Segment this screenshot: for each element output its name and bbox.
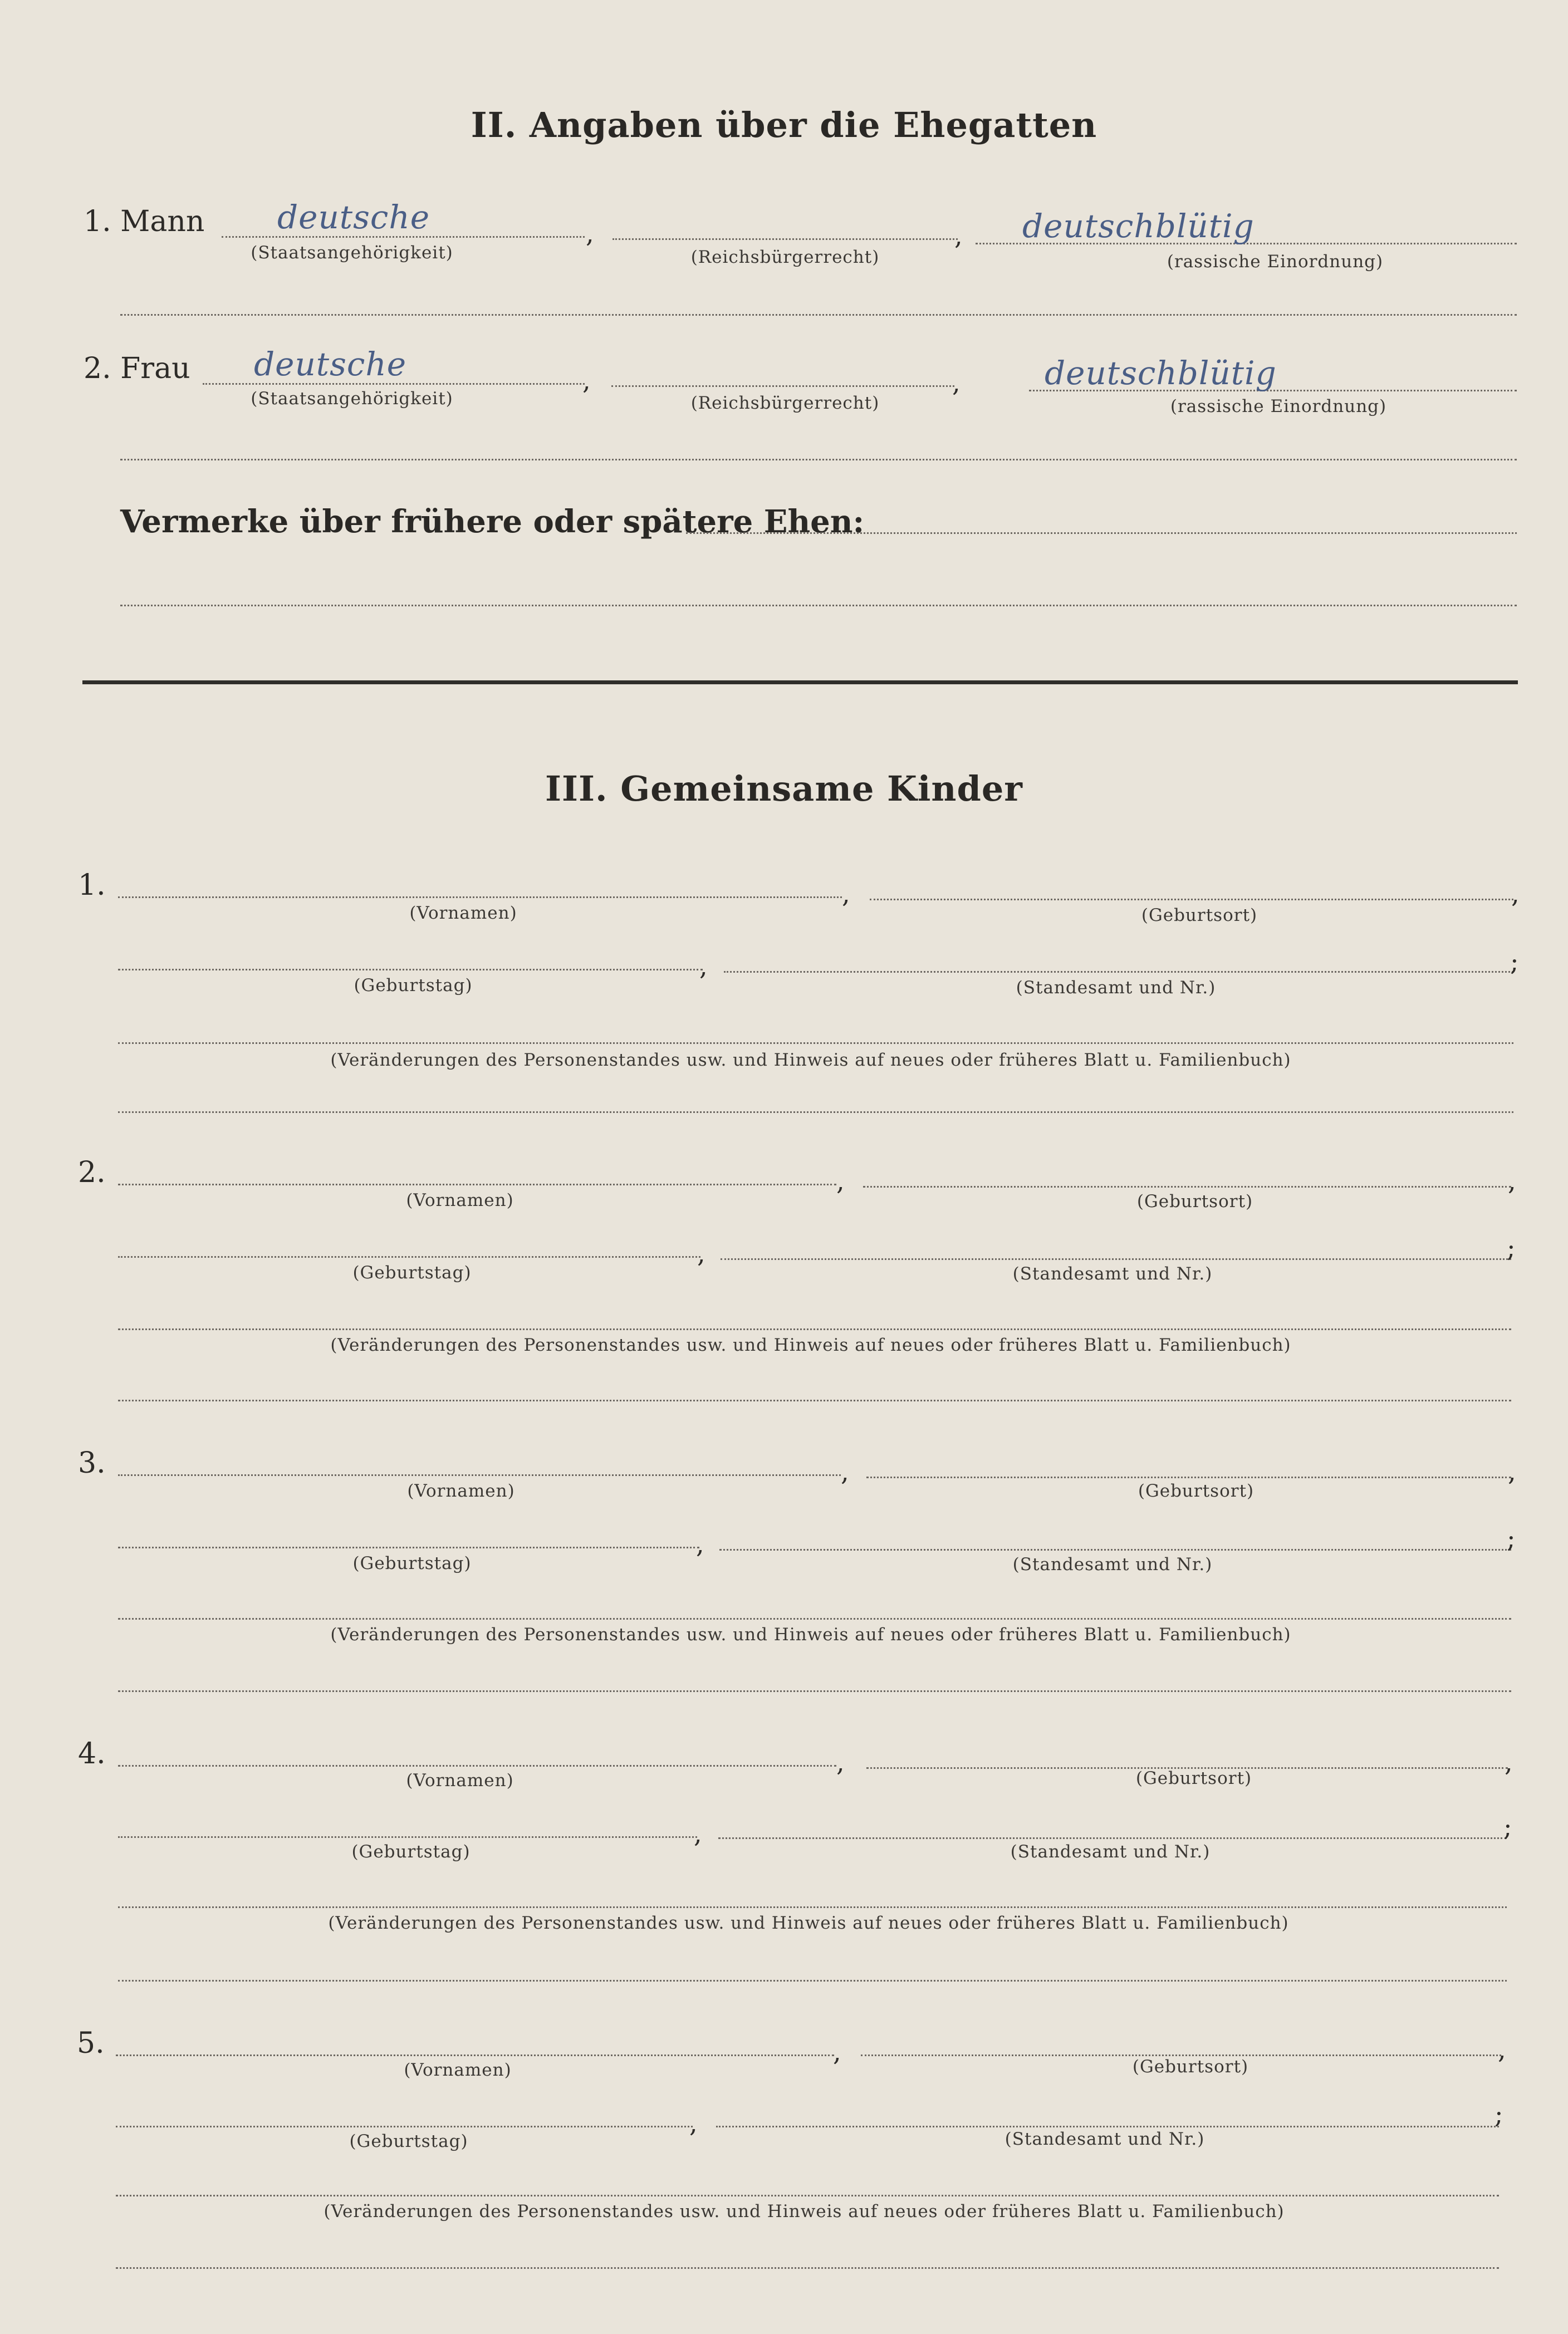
section-heading-spouses: II. Angaben über die Ehegatten bbox=[471, 105, 1097, 145]
man-nationality-line[interactable] bbox=[222, 236, 585, 238]
caption-first-names: (Vornamen) bbox=[406, 1190, 514, 1210]
child-birthday-line[interactable] bbox=[118, 1547, 699, 1548]
woman-caption-citizenship: (Reichsbürgerrecht) bbox=[690, 393, 880, 413]
caption-birthplace: (Geburtsort) bbox=[1141, 905, 1258, 925]
caption-registry: (Standesamt und Nr.) bbox=[1016, 978, 1216, 998]
woman-caption-nationality: (Staatsangehörigkeit) bbox=[251, 389, 453, 409]
caption-first-names: (Vornamen) bbox=[407, 1481, 515, 1501]
child-registry-line[interactable] bbox=[716, 2126, 1499, 2127]
child-birthday-line[interactable] bbox=[116, 2126, 693, 2127]
child-first-names-line[interactable] bbox=[118, 1184, 836, 1185]
caption-registry: (Standesamt und Nr.) bbox=[1010, 1842, 1211, 1862]
child-birthplace-line[interactable] bbox=[866, 1477, 1511, 1478]
child-birthday-line[interactable] bbox=[118, 1256, 700, 1258]
caption-birthplace: (Geburtsort) bbox=[1138, 1481, 1255, 1501]
woman-extra-line[interactable] bbox=[120, 459, 1517, 460]
child-number: 1. bbox=[78, 869, 106, 902]
caption-birthplace: (Geburtsort) bbox=[1132, 2057, 1249, 2077]
notes-label: Vermerke über frühere oder spätere Ehen: bbox=[120, 503, 865, 540]
caption-changes: (Veränderungen des Personenstandes usw. und Hinweis auf neues oder früheres Blatt u. Familienbuch) bbox=[324, 2201, 1285, 2222]
man-caption-nationality: (Staatsangehörigkeit) bbox=[251, 243, 453, 263]
woman-classification-value: deutschblütig bbox=[1045, 354, 1277, 392]
child-first-names-line[interactable] bbox=[118, 1765, 836, 1767]
man-nationality-value: deutsche bbox=[277, 198, 430, 236]
man-label: 1. Mann bbox=[84, 205, 205, 238]
child-extra-line[interactable] bbox=[116, 2267, 1499, 2269]
man-extra-line[interactable] bbox=[120, 314, 1517, 316]
child-number: 3. bbox=[78, 1447, 106, 1480]
child-birthplace-line[interactable] bbox=[870, 899, 1513, 900]
child-changes-line[interactable] bbox=[118, 1042, 1513, 1044]
child-registry-line[interactable] bbox=[719, 1549, 1511, 1551]
caption-birthday: (Geburtstag) bbox=[354, 975, 473, 996]
section-heading-children: III. Gemeinsame Kinder bbox=[545, 768, 1023, 809]
child-changes-line[interactable] bbox=[118, 1618, 1511, 1620]
caption-birthday: (Geburtstag) bbox=[352, 1263, 472, 1283]
child-birthplace-line[interactable] bbox=[861, 2054, 1501, 2056]
child-number: 4. bbox=[78, 1737, 106, 1771]
notes-line-2[interactable] bbox=[120, 605, 1517, 606]
child-registry-line[interactable] bbox=[721, 1258, 1511, 1260]
child-changes-line[interactable] bbox=[118, 1906, 1507, 1908]
child-changes-line[interactable] bbox=[116, 2195, 1499, 2196]
section-divider bbox=[82, 680, 1518, 684]
caption-changes: (Veränderungen des Personenstandes usw. und Hinweis auf neues oder früheres Blatt u. Familienbuch) bbox=[330, 1625, 1291, 1645]
man-caption-citizenship: (Reichsbürgerrecht) bbox=[690, 247, 880, 267]
woman-caption-classification: (rassische Einordnung) bbox=[1170, 396, 1387, 416]
notes-line-1[interactable] bbox=[686, 532, 1517, 534]
child-number: 2. bbox=[78, 1156, 106, 1189]
caption-first-names: (Vornamen) bbox=[406, 1771, 514, 1791]
child-extra-line[interactable] bbox=[118, 1980, 1507, 1982]
man-classification-value: deutschblütig bbox=[1022, 207, 1255, 245]
caption-birthday: (Geburtstag) bbox=[352, 1553, 472, 1573]
child-extra-line[interactable] bbox=[118, 1111, 1513, 1113]
child-first-names-line[interactable] bbox=[118, 1474, 841, 1476]
child-changes-line[interactable] bbox=[118, 1328, 1511, 1330]
child-extra-line[interactable] bbox=[118, 1690, 1511, 1692]
child-first-names-line[interactable] bbox=[118, 896, 842, 898]
caption-changes: (Veränderungen des Personenstandes usw. und Hinweis auf neues oder früheres Blatt u. Familienbuch) bbox=[330, 1335, 1291, 1355]
caption-first-names: (Vornamen) bbox=[409, 903, 517, 923]
child-birthplace-line[interactable] bbox=[863, 1186, 1511, 1188]
caption-changes: (Veränderungen des Personenstandes usw. und Hinweis auf neues oder früheres Blatt u. Familienbuch) bbox=[328, 1913, 1289, 1933]
woman-nationality-line[interactable] bbox=[203, 383, 585, 385]
caption-birthday: (Geburtstag) bbox=[351, 1842, 471, 1862]
caption-changes: (Veränderungen des Personenstandes usw. und Hinweis auf neues oder früheres Blatt u. Familienbuch) bbox=[330, 1050, 1291, 1070]
woman-citizenship-line[interactable] bbox=[611, 385, 954, 387]
child-registry-line[interactable] bbox=[724, 971, 1513, 973]
woman-nationality-value: deutsche bbox=[254, 345, 407, 383]
caption-birthday: (Geburtstag) bbox=[349, 2131, 468, 2151]
caption-registry: (Standesamt und Nr.) bbox=[1012, 1264, 1213, 1284]
child-birthday-line[interactable] bbox=[118, 1836, 697, 1838]
child-registry-line[interactable] bbox=[718, 1837, 1507, 1839]
child-number: 5. bbox=[77, 2027, 105, 2060]
caption-registry: (Standesamt und Nr.) bbox=[1004, 2129, 1205, 2149]
man-caption-classification: (rassische Einordnung) bbox=[1167, 252, 1384, 272]
child-extra-line[interactable] bbox=[118, 1400, 1511, 1401]
caption-first-names: (Vornamen) bbox=[404, 2060, 512, 2080]
caption-birthplace: (Geburtsort) bbox=[1135, 1768, 1252, 1788]
caption-registry: (Standesamt und Nr.) bbox=[1012, 1555, 1213, 1575]
man-citizenship-line[interactable] bbox=[612, 238, 958, 240]
caption-birthplace: (Geburtsort) bbox=[1136, 1191, 1253, 1212]
woman-label: 2. Frau bbox=[84, 352, 190, 385]
child-birthday-line[interactable] bbox=[118, 969, 703, 970]
child-first-names-line[interactable] bbox=[116, 2054, 834, 2056]
